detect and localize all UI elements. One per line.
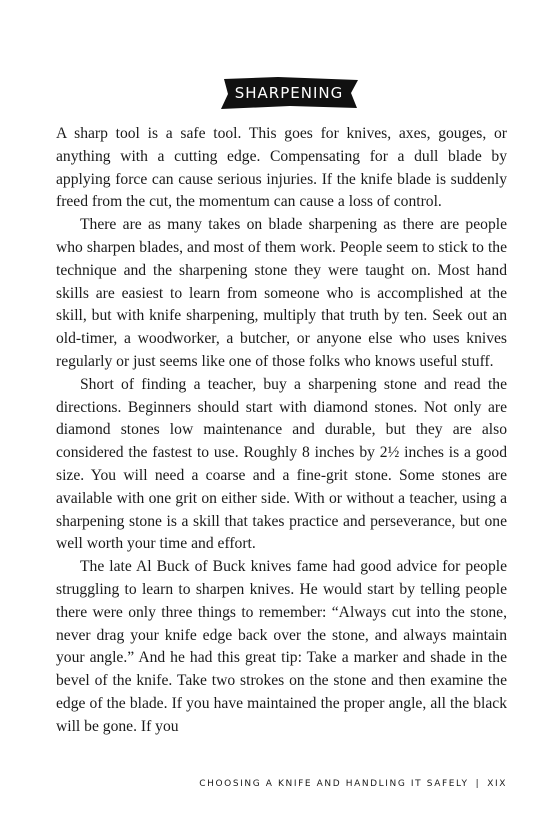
page-number: XIX (487, 779, 507, 789)
footer-chapter-title: CHOOSING A KNIFE AND HANDLING IT SAFELY (199, 779, 469, 789)
footer-separator: | (475, 779, 481, 789)
body-text (56, 123, 507, 739)
paragraph: A sharp tool is a safe tool. This goes for knives, axes, gouges, or anything with a cutting edge. Compensating for a dull blade by applying force can cause serious injuries. If the knife blade is suddenly freed from the cut, the momentum can cause a loss of control. (56, 125, 507, 211)
paragraph: The late Al Buck of Buck knives fame had good advice for people struggling to learn to sharpen knives. He would start by telling people there were only three things to remember: “Always cut into the stone, never drag your knife edge back over the stone, and always maintain your angle.” And he had this great tip: Take a marker and shade in the bevel of the knife. Take two strokes on the stone and then examine the edge of the blade. If you have maintained the proper angle, all the black will be gone. If you (56, 558, 507, 735)
paragraph: Short of finding a teacher, buy a sharpening stone and read the directions. Beginners should start with diamond stones. Not only are diamond stones low maintenance and durable, but they are also considered the fastest to use. Roughly 8 inches by 2½ inches is a good size. You will need a coarse and a fine-grit stone. Some stones are available with one grit on either side. With or without a teacher, using a sharpening stone is a skill that takes practice and perseverance, but one well worth your time and effort. (56, 375, 507, 553)
paragraph: There are as many takes on blade sharpening as there are people who sharpen blades, and most of them work. People seem to stick to the technique and the sharpening stone they were taught on. Most hand skills are easiest to learn from someone who is accomplished at the skill, but with knife sharpening, multiply that truth by ten. Seek out an old-timer, a woodworker, a butcher, or anyone else who uses knives regularly or just seems like one of those folks who knows useful stuff. (56, 216, 507, 370)
section-title: SHARPENING (234, 84, 344, 102)
running-footer (56, 779, 507, 789)
section-heading-banner (218, 75, 360, 111)
